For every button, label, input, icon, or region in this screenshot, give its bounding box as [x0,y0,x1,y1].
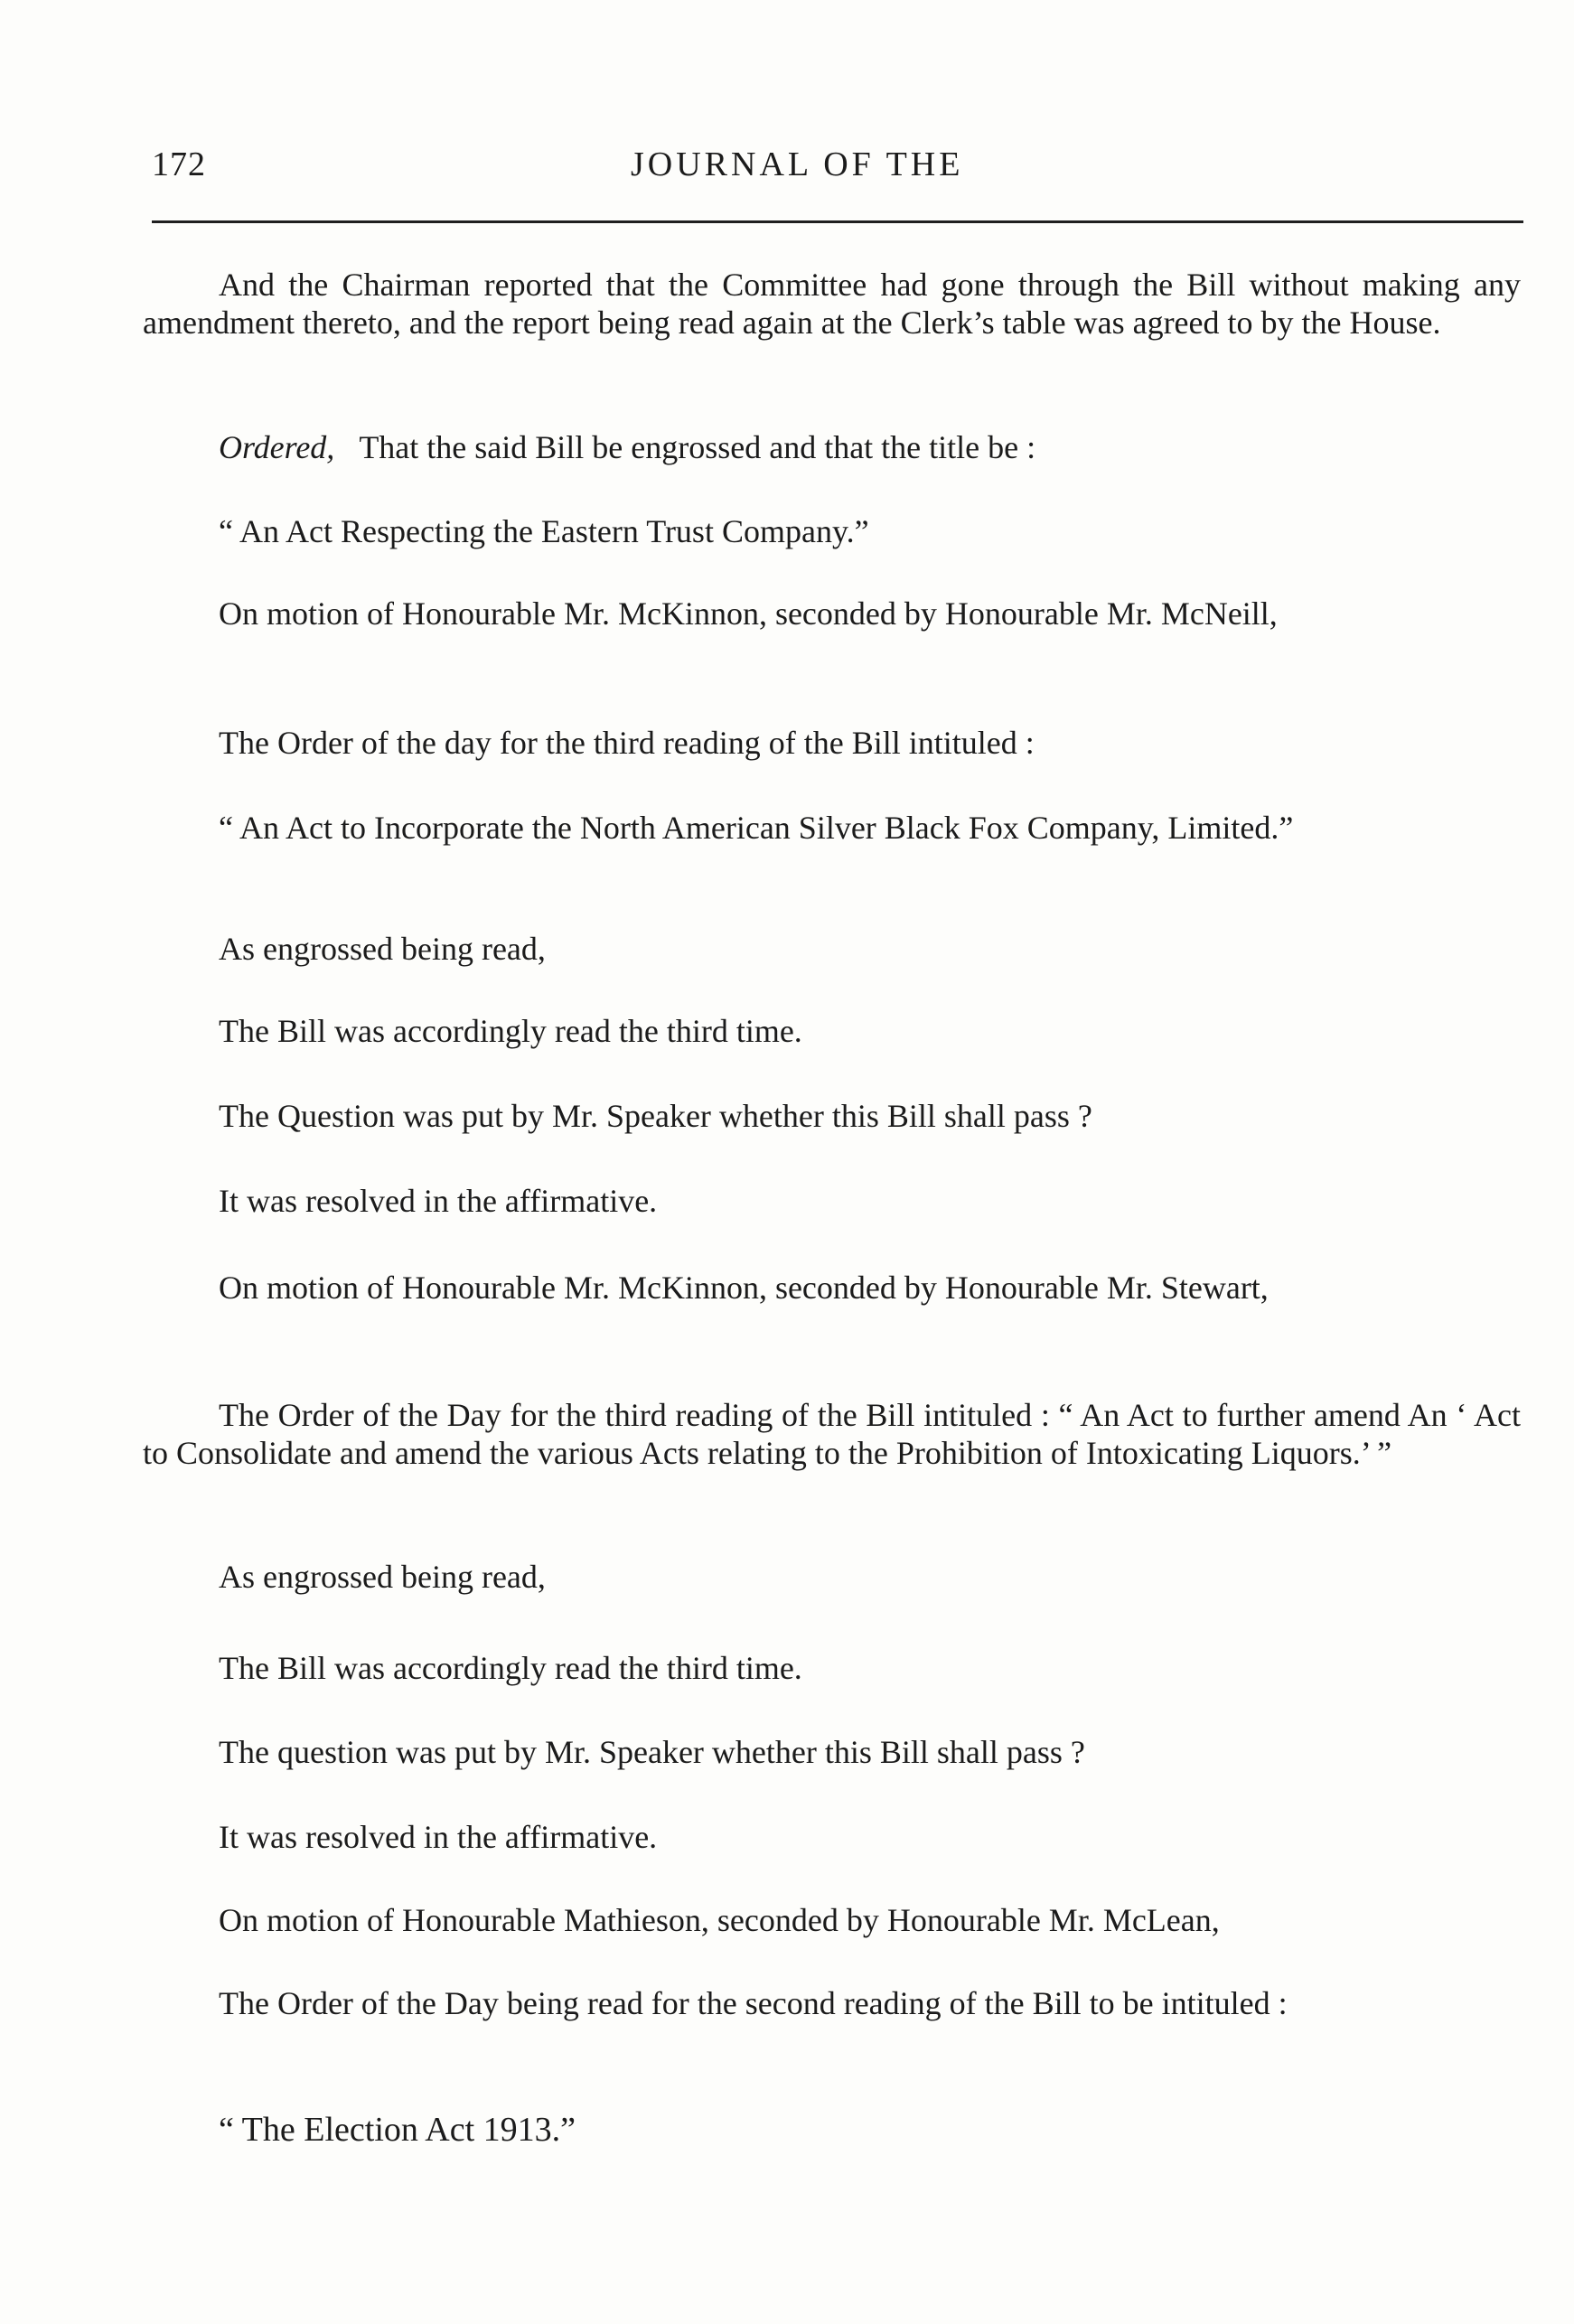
ordered-text: That the said Bill be engrossed and that the title be : [359,429,1036,465]
paragraph-act-title-silver-fox: “ An Act to Incorporate the North American Silver Black Fox Company, Limited.” [219,810,1294,846]
paragraph-act-title-election: “ The Election Act 1913.” [219,2111,576,2149]
paragraph-order-of-day-1: The Order of the day for the third reading of the Bill intituled : [219,725,1035,761]
paragraph-question-1: The Question was put by Mr. Speaker whether this Bill shall pass ? [219,1098,1092,1134]
page-header [143,145,1525,199]
paragraph-third-reading-2: The Bill was accordingly read the third time. [219,1650,802,1686]
paragraph-affirmative-2: It was resolved in the affirmative. [219,1819,658,1855]
paragraph-motion-mcneill: On motion of Honourable Mr. McKinnon, seconded by Honourable Mr. McNeill, [219,595,1278,632]
paragraph-order-of-day-3: The Order of the Day being read for the second reading of the Bill to be intituled : [219,1985,1288,2021]
paragraph-engrossed-1: As engrossed being read, [219,931,546,967]
paragraph-engrossed-2: As engrossed being read, [219,1559,546,1595]
paragraph-affirmative-1: It was resolved in the affirmative. [219,1183,658,1219]
header-rule [152,220,1523,223]
ordered-label: Ordered, [219,429,335,465]
paragraph-motion-stewart: On motion of Honourable Mr. McKinnon, seconded by Honourable Mr. Stewart, [219,1270,1269,1306]
paragraph-ordered [143,428,1521,466]
paragraph-motion-mclean: On motion of Honourable Mathieson, seconded by Honourable Mr. McLean, [219,1902,1220,1938]
paragraph-question-2: The question was put by Mr. Speaker whether this Bill shall pass ? [219,1734,1085,1770]
page-number: 172 [152,145,206,183]
paragraph-order-of-day-2: The Order of the Day for the third reading of the Bill intituled : “ An Act to further amend An ‘ Act to Consolidate and amend the various Acts relating to the Prohibition of Intoxicating Liquors.’ ” [143,1397,1521,1471]
paragraph-committee-report: And the Chairman reported that the Committee had gone through the Bill without making any amendment thereto, and the report being read again at the Clerk’s table was agreed to by the House. [143,267,1521,341]
running-head: JOURNAL OF THE [631,145,964,183]
paragraph-third-reading-1: The Bill was accordingly read the third time. [219,1013,802,1049]
paragraph-act-title-eastern-trust: “ An Act Respecting the Eastern Trust Company.” [219,513,869,549]
